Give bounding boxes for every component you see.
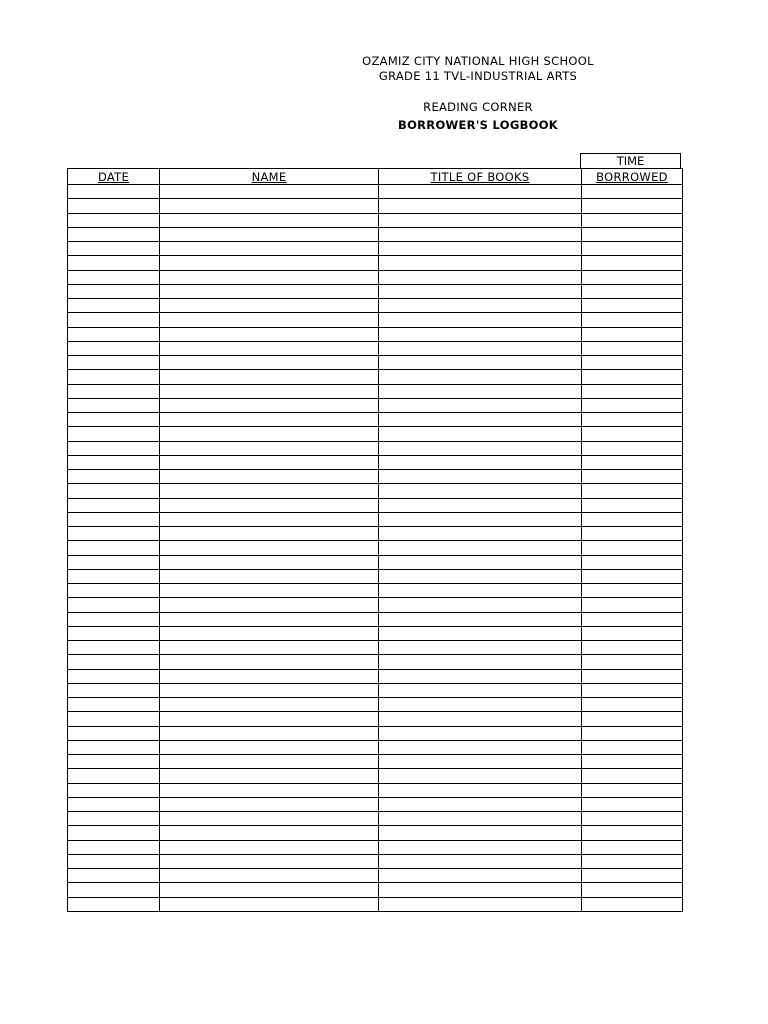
column-header-title-of-books: TITLE OF BOOKS xyxy=(379,169,582,185)
table-cell xyxy=(160,527,379,541)
table-cell xyxy=(68,840,160,854)
table-cell xyxy=(582,384,683,398)
table-cell xyxy=(582,755,683,769)
table-cell xyxy=(160,683,379,697)
table-row xyxy=(68,883,683,897)
table-cell xyxy=(582,584,683,598)
table-cell xyxy=(160,356,379,370)
table-cell xyxy=(582,327,683,341)
table-cell xyxy=(582,427,683,441)
table-cell xyxy=(379,299,582,313)
table-row xyxy=(68,740,683,754)
table-cell xyxy=(582,413,683,427)
table-cell xyxy=(379,584,582,598)
column-header-time-borrowed: BORROWED xyxy=(582,169,683,185)
table-cell xyxy=(160,897,379,911)
table-row xyxy=(68,655,683,669)
table-row xyxy=(68,498,683,512)
table-cell xyxy=(379,683,582,697)
table-cell xyxy=(160,797,379,811)
table-cell xyxy=(68,384,160,398)
table-row xyxy=(68,541,683,555)
table-row xyxy=(68,840,683,854)
table-cell xyxy=(68,854,160,868)
table-cell xyxy=(582,455,683,469)
table-cell xyxy=(379,199,582,213)
table-cell xyxy=(160,812,379,826)
table-cell xyxy=(379,527,582,541)
table-cell xyxy=(379,512,582,526)
table-body xyxy=(68,185,683,912)
table-cell xyxy=(379,755,582,769)
table-cell xyxy=(160,612,379,626)
table-row xyxy=(68,812,683,826)
table-cell xyxy=(582,598,683,612)
table-cell xyxy=(582,826,683,840)
table-cell xyxy=(68,313,160,327)
table-cell xyxy=(582,370,683,384)
table-row xyxy=(68,726,683,740)
table-cell xyxy=(379,712,582,726)
table-cell xyxy=(160,313,379,327)
table-cell xyxy=(582,356,683,370)
table-row xyxy=(68,284,683,298)
table-cell xyxy=(68,641,160,655)
table-row xyxy=(68,185,683,199)
table-cell xyxy=(582,726,683,740)
table-cell xyxy=(68,555,160,569)
table-cell xyxy=(68,698,160,712)
table-row xyxy=(68,270,683,284)
table-cell xyxy=(68,270,160,284)
table-cell xyxy=(582,227,683,241)
column-header-name: NAME xyxy=(160,169,379,185)
table-cell xyxy=(582,797,683,811)
table-cell xyxy=(68,427,160,441)
table-cell xyxy=(68,527,160,541)
table-cell xyxy=(160,455,379,469)
table-row xyxy=(68,854,683,868)
table-cell xyxy=(582,883,683,897)
table-cell xyxy=(160,883,379,897)
table-cell xyxy=(379,370,582,384)
table-row xyxy=(68,769,683,783)
table-cell xyxy=(68,569,160,583)
table-cell xyxy=(160,854,379,868)
table-cell xyxy=(68,869,160,883)
table-cell xyxy=(379,227,582,241)
table-cell xyxy=(68,441,160,455)
table-cell xyxy=(68,712,160,726)
table-cell xyxy=(160,270,379,284)
table-row xyxy=(68,584,683,598)
table-cell xyxy=(68,299,160,313)
table-cell xyxy=(68,512,160,526)
table-cell xyxy=(160,641,379,655)
table-cell xyxy=(582,398,683,412)
table-cell xyxy=(160,512,379,526)
table-cell xyxy=(582,441,683,455)
table-cell xyxy=(68,256,160,270)
table-row xyxy=(68,683,683,697)
table-cell xyxy=(68,598,160,612)
table-cell xyxy=(160,341,379,355)
table-cell xyxy=(379,569,582,583)
table-cell xyxy=(379,783,582,797)
table-row xyxy=(68,797,683,811)
table-cell xyxy=(379,185,582,199)
table-row xyxy=(68,242,683,256)
table-cell xyxy=(379,812,582,826)
table-cell xyxy=(582,740,683,754)
table-cell xyxy=(582,569,683,583)
table-row xyxy=(68,897,683,911)
table-row xyxy=(68,698,683,712)
table-row xyxy=(68,641,683,655)
table-cell xyxy=(379,313,582,327)
table-cell xyxy=(160,484,379,498)
table-row xyxy=(68,384,683,398)
borrower-log-table xyxy=(67,168,683,912)
table-cell xyxy=(582,869,683,883)
table-cell xyxy=(582,299,683,313)
table-cell xyxy=(68,897,160,911)
table-cell xyxy=(160,370,379,384)
table-cell xyxy=(160,712,379,726)
table-cell xyxy=(379,242,582,256)
table-row xyxy=(68,755,683,769)
table-cell xyxy=(68,812,160,826)
table-cell xyxy=(379,498,582,512)
table-cell xyxy=(582,626,683,640)
table-cell xyxy=(160,256,379,270)
table-row xyxy=(68,413,683,427)
table-row xyxy=(68,199,683,213)
table-row xyxy=(68,783,683,797)
table-row xyxy=(68,669,683,683)
table-cell xyxy=(68,227,160,241)
table-cell xyxy=(379,455,582,469)
table-cell xyxy=(160,199,379,213)
table-cell xyxy=(582,655,683,669)
table-cell xyxy=(68,398,160,412)
table-cell xyxy=(160,826,379,840)
table-cell xyxy=(160,698,379,712)
table-cell xyxy=(379,641,582,655)
table-cell xyxy=(68,584,160,598)
table-cell xyxy=(68,341,160,355)
table-cell xyxy=(379,541,582,555)
table-cell xyxy=(160,655,379,669)
table-cell xyxy=(68,470,160,484)
table-cell xyxy=(379,470,582,484)
table-cell xyxy=(582,683,683,697)
table-cell xyxy=(582,812,683,826)
table-row xyxy=(68,512,683,526)
table-cell xyxy=(379,441,582,455)
table-cell xyxy=(582,512,683,526)
table-row xyxy=(68,299,683,313)
table-row xyxy=(68,712,683,726)
table-cell xyxy=(160,541,379,555)
table-cell xyxy=(68,242,160,256)
table-cell xyxy=(379,655,582,669)
table-row xyxy=(68,427,683,441)
table-row xyxy=(68,527,683,541)
table-cell xyxy=(379,256,582,270)
table-cell xyxy=(379,427,582,441)
table-cell xyxy=(379,698,582,712)
table-cell xyxy=(160,669,379,683)
table-cell xyxy=(160,470,379,484)
table-cell xyxy=(379,669,582,683)
table-cell xyxy=(379,555,582,569)
table-cell xyxy=(582,897,683,911)
table-cell xyxy=(160,185,379,199)
table-cell xyxy=(68,612,160,626)
table-row xyxy=(68,227,683,241)
table-cell xyxy=(160,327,379,341)
table-cell xyxy=(68,199,160,213)
table-row xyxy=(68,327,683,341)
table-cell xyxy=(160,755,379,769)
table-cell xyxy=(379,598,582,612)
table-row xyxy=(68,626,683,640)
table-cell xyxy=(582,341,683,355)
table-cell xyxy=(379,840,582,854)
table-row xyxy=(68,398,683,412)
table-cell xyxy=(379,854,582,868)
table-cell xyxy=(379,213,582,227)
table-cell xyxy=(582,854,683,868)
table-cell xyxy=(160,398,379,412)
table-cell xyxy=(68,783,160,797)
table-cell xyxy=(582,541,683,555)
table-row xyxy=(68,555,683,569)
table-cell xyxy=(160,242,379,256)
table-cell xyxy=(68,284,160,298)
table-cell xyxy=(582,498,683,512)
table-cell xyxy=(68,769,160,783)
table-cell xyxy=(68,498,160,512)
table-cell xyxy=(160,783,379,797)
table-row xyxy=(68,441,683,455)
table-cell xyxy=(582,256,683,270)
table-cell xyxy=(160,498,379,512)
table-cell xyxy=(160,769,379,783)
table-cell xyxy=(68,669,160,683)
table-cell xyxy=(160,555,379,569)
table-cell xyxy=(582,242,683,256)
table-cell xyxy=(582,313,683,327)
table-cell xyxy=(68,797,160,811)
table-cell xyxy=(160,740,379,754)
table-cell xyxy=(582,270,683,284)
table-row xyxy=(68,826,683,840)
table-header-row xyxy=(68,169,683,185)
table-cell xyxy=(379,398,582,412)
table-cell xyxy=(379,484,582,498)
table-cell xyxy=(582,712,683,726)
table-row xyxy=(68,569,683,583)
table-cell xyxy=(379,341,582,355)
table-cell xyxy=(379,327,582,341)
table-cell xyxy=(68,327,160,341)
table-cell xyxy=(160,227,379,241)
table-cell xyxy=(160,299,379,313)
table-cell xyxy=(582,555,683,569)
table-row xyxy=(68,356,683,370)
table-cell xyxy=(160,384,379,398)
table-cell xyxy=(68,185,160,199)
table-row xyxy=(68,256,683,270)
table-cell xyxy=(68,370,160,384)
table-row xyxy=(68,598,683,612)
table-cell xyxy=(582,769,683,783)
table-cell xyxy=(379,769,582,783)
table-cell xyxy=(379,626,582,640)
table-cell xyxy=(582,213,683,227)
grade-line: GRADE 11 TVL-INDUSTRIAL ARTS xyxy=(378,69,578,83)
table-cell xyxy=(160,427,379,441)
table-row xyxy=(68,370,683,384)
table-cell xyxy=(582,612,683,626)
table-cell xyxy=(68,655,160,669)
table-cell xyxy=(68,755,160,769)
table-cell xyxy=(160,413,379,427)
table-row xyxy=(68,470,683,484)
table-cell xyxy=(379,826,582,840)
table-cell xyxy=(582,641,683,655)
table-cell xyxy=(582,669,683,683)
table-cell xyxy=(379,284,582,298)
table-cell xyxy=(582,185,683,199)
table-cell xyxy=(68,683,160,697)
table-cell xyxy=(582,284,683,298)
table-cell xyxy=(68,484,160,498)
table-cell xyxy=(68,413,160,427)
table-cell xyxy=(379,413,582,427)
table-cell xyxy=(160,569,379,583)
table-cell xyxy=(379,384,582,398)
time-header-top: TIME xyxy=(580,153,681,169)
table-cell xyxy=(160,869,379,883)
table-cell xyxy=(160,213,379,227)
table-cell xyxy=(379,270,582,284)
table-cell xyxy=(160,584,379,598)
table-cell xyxy=(379,612,582,626)
table-cell xyxy=(379,740,582,754)
table-cell xyxy=(160,726,379,740)
table-cell xyxy=(582,484,683,498)
table-cell xyxy=(68,826,160,840)
table-cell xyxy=(68,883,160,897)
table-row xyxy=(68,313,683,327)
logbook-title: BORROWER'S LOGBOOK xyxy=(398,118,558,132)
table-row xyxy=(68,612,683,626)
table-cell xyxy=(160,441,379,455)
table-cell xyxy=(160,626,379,640)
table-cell xyxy=(68,626,160,640)
table-cell xyxy=(582,698,683,712)
table-cell xyxy=(68,740,160,754)
table-cell xyxy=(379,356,582,370)
table-cell xyxy=(68,726,160,740)
table-cell xyxy=(68,541,160,555)
table-cell xyxy=(379,883,582,897)
table-cell xyxy=(582,199,683,213)
table-cell xyxy=(582,527,683,541)
column-header-date: DATE xyxy=(68,169,160,185)
table-cell xyxy=(379,897,582,911)
table-row xyxy=(68,869,683,883)
table-row xyxy=(68,455,683,469)
school-name: OZAMIZ CITY NATIONAL HIGH SCHOOL xyxy=(362,54,594,68)
table-row xyxy=(68,213,683,227)
table-cell xyxy=(379,869,582,883)
table-cell xyxy=(160,840,379,854)
table-cell xyxy=(379,797,582,811)
table-cell xyxy=(160,598,379,612)
table-row xyxy=(68,341,683,355)
table-cell xyxy=(160,284,379,298)
table-cell xyxy=(379,726,582,740)
table-cell xyxy=(582,470,683,484)
table-cell xyxy=(582,840,683,854)
table-cell xyxy=(68,356,160,370)
table-row xyxy=(68,484,683,498)
table-cell xyxy=(68,455,160,469)
table-cell xyxy=(68,213,160,227)
table-cell xyxy=(582,783,683,797)
section-name: READING CORNER xyxy=(423,100,533,114)
